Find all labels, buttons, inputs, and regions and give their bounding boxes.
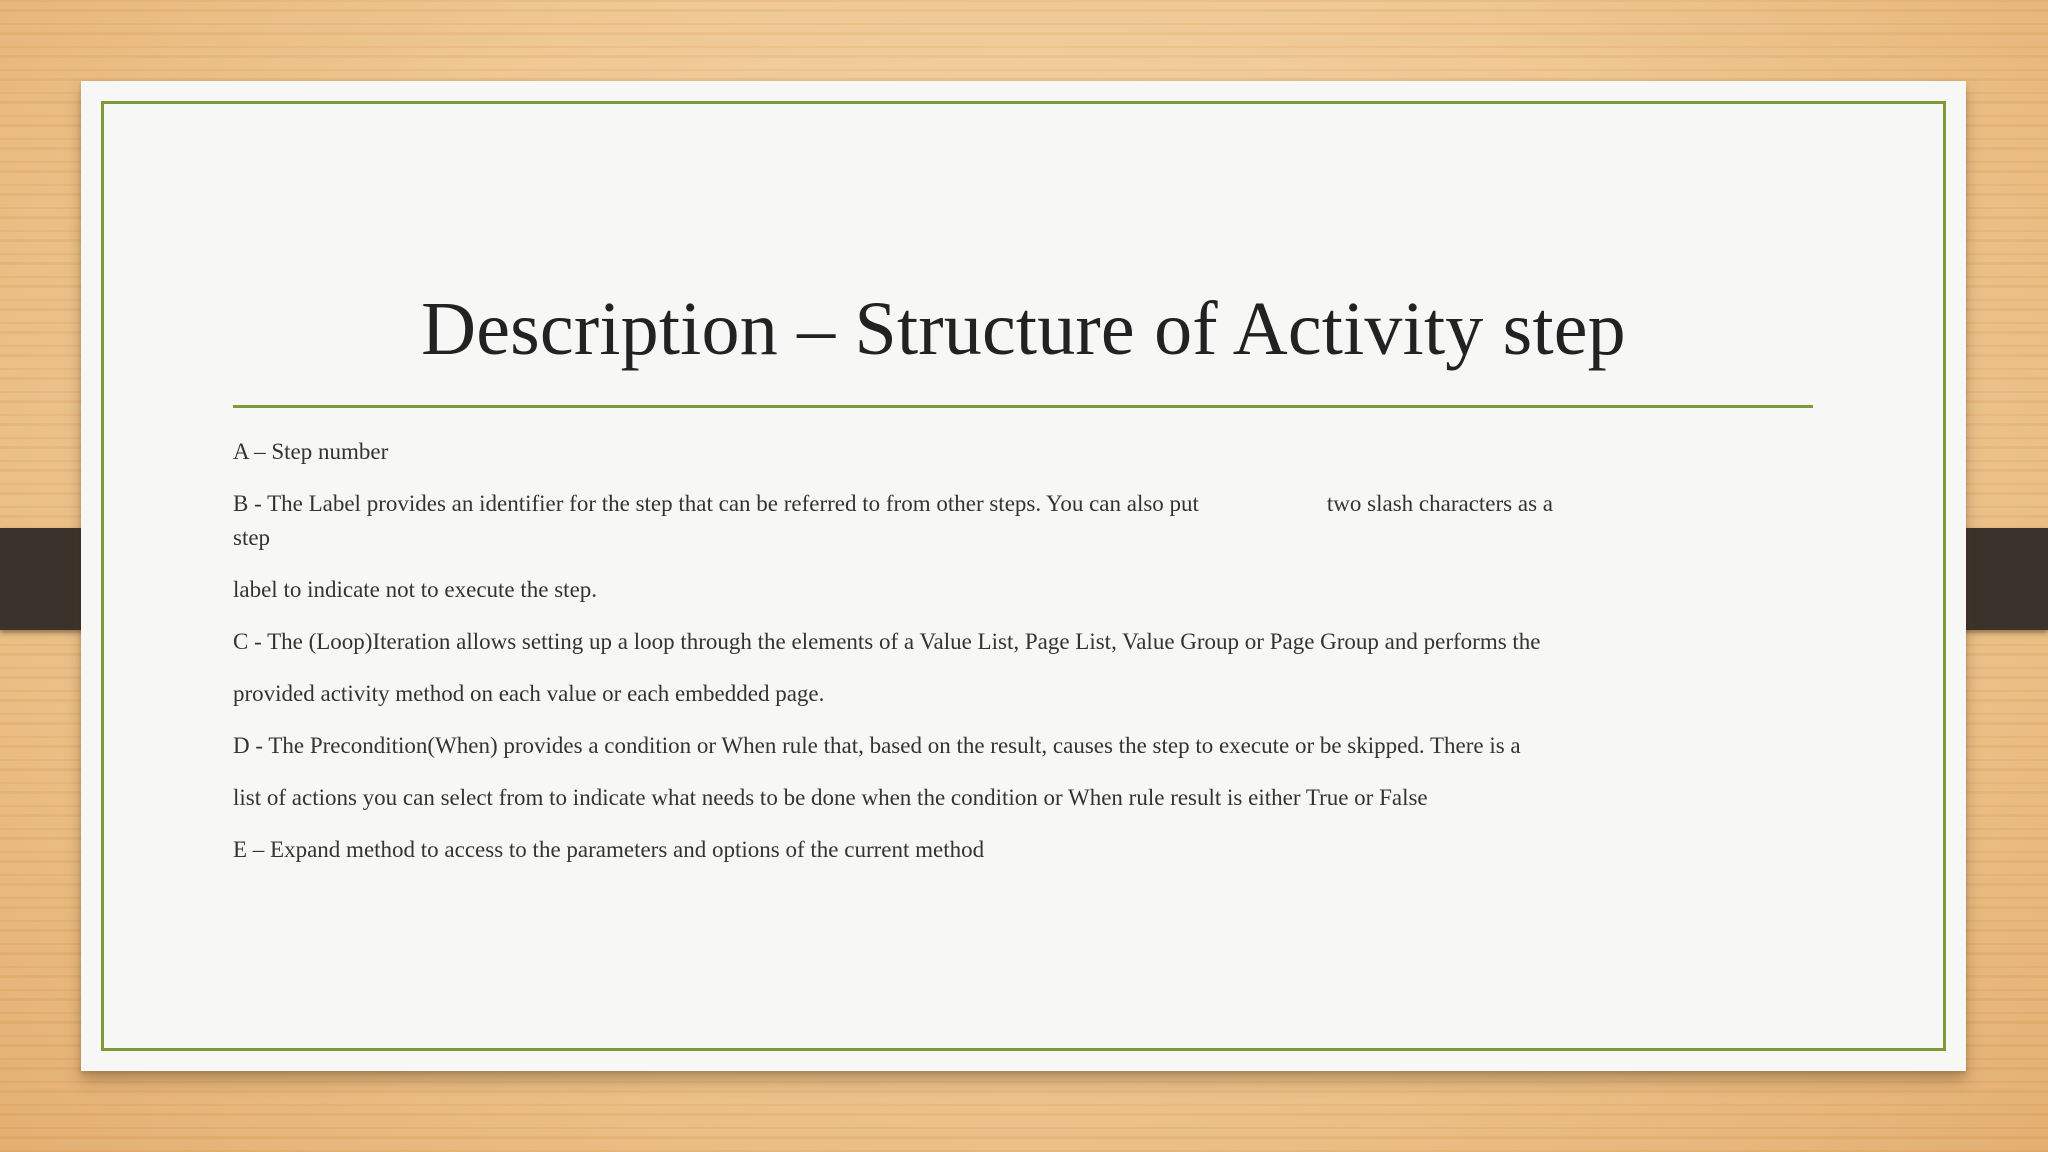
line-b-step: step <box>233 525 271 550</box>
line-d-precondition: D - The Precondition(When) provides a condition or When rule that, based on the result, causes the step to execute or be skipped. There is a <box>233 733 1521 758</box>
slide-paper <box>81 81 1966 1071</box>
line-e-expand: E – Expand method to access to the parameters and options of the current method <box>233 837 985 862</box>
slide-title: Description – Structure of Activity step <box>421 287 1626 371</box>
slide-body <box>233 435 1833 867</box>
line-b-text-2: two slash characters as a <box>1326 491 1553 516</box>
line-a-step-number: A – Step number <box>233 439 389 464</box>
title-underline <box>233 405 1813 408</box>
line-c-continued: provided activity method on each value or each embedded page. <box>233 681 825 706</box>
line-c-iteration: C - The (Loop)Iteration allows setting up a loop through the elements of a Value List, Page List, Value Group or Page Group and performs the <box>233 629 1541 654</box>
line-b-continued: label to indicate not to execute the step. <box>233 577 598 602</box>
line-b-label <box>233 487 1833 521</box>
line-d-continued: list of actions you can select from to indicate what needs to be done when the condition or When rule result is either True or False <box>233 785 1428 810</box>
line-b-text-1: B - The Label provides an identifier for the step that can be referred to from other steps. You can also put <box>233 491 1199 516</box>
